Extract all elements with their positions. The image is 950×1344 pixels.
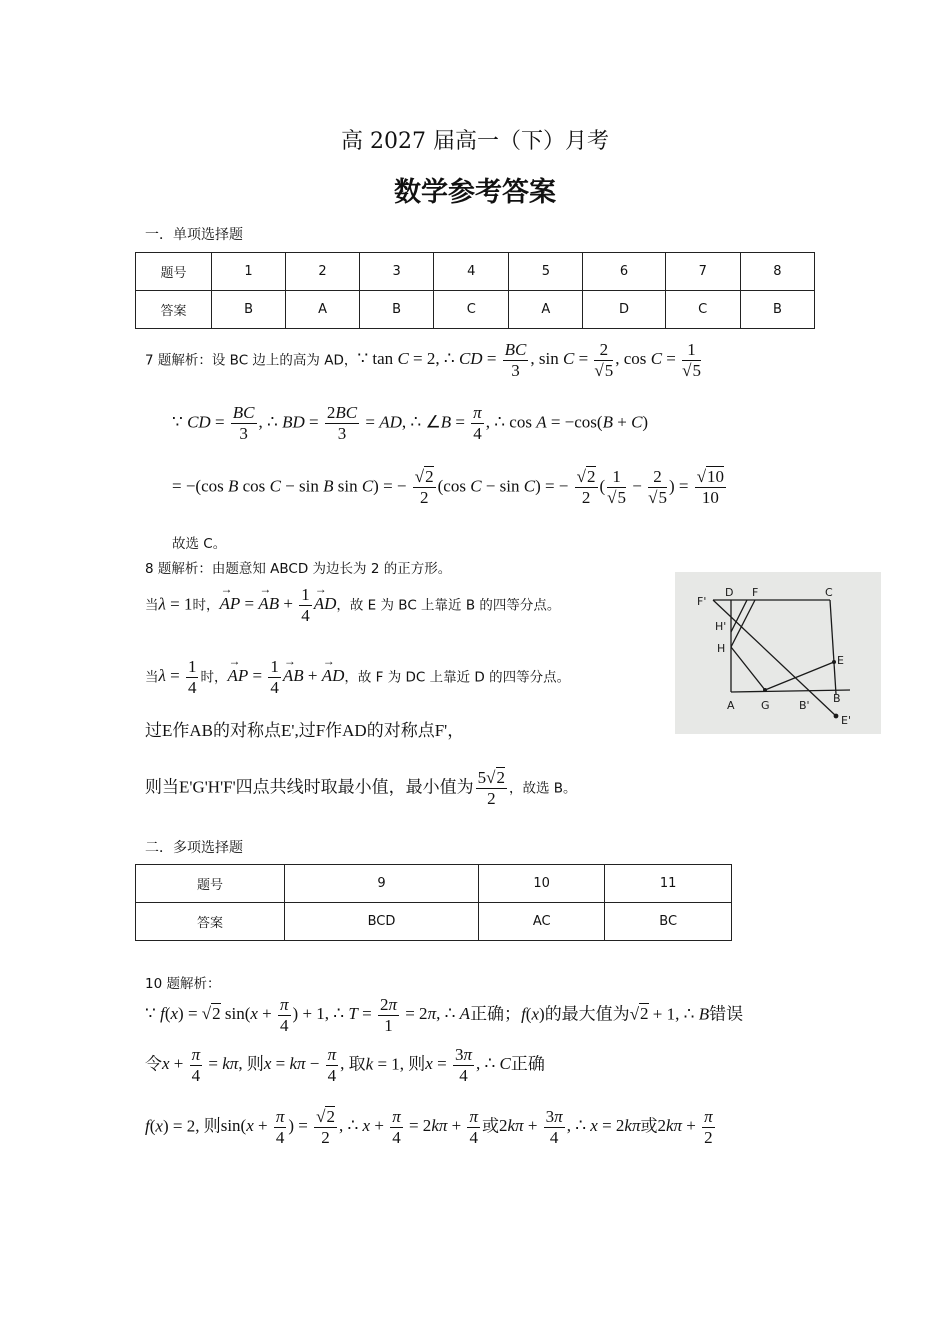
table-row-label: 答案 (136, 291, 212, 329)
q7-line1 (145, 340, 703, 381)
q10-line2: 令x + $\frac{\pi}{4}$ = kπ, 则x = kπ − $\frac{\pi}{4}$ , 取k = 1, 则x = $\frac{3\pi}{4}$ , ∴ C正确 (145, 1045, 545, 1085)
figure-label: E (837, 654, 844, 667)
section-heading-multi-choice: 二．多项选择题 (145, 840, 243, 856)
q8-figure-photo (675, 572, 881, 734)
q7-formula-2: ∵ CD = $\frac{BC}{3}$ , ∴ BD = $\frac{2BC}{3}$ = AD, ∴ ∠B = $\frac{\pi}{4}$ , ∴ cos A = −cos(B + C) (172, 403, 649, 443)
figure-label: B (833, 692, 841, 705)
figure-label: E' (841, 714, 851, 727)
figure-label: G (761, 699, 770, 712)
q8-line2: 当λ = $\frac{1}{4}$ 时，→ AP = $\frac{1}{4}$ → AB + → AD，故 F 为 DC 上靠近 D 的四等分点。 (145, 657, 570, 698)
table-cell: AC (479, 903, 605, 941)
table-cell: 8 (740, 253, 814, 291)
figure-label: D (725, 586, 734, 599)
table-cell: BCD (285, 903, 479, 941)
q8-line3: 过E作AB的对称点E',过F作AD的对称点F'， (145, 721, 465, 740)
q8-line4: 则当E'G'H'F'四点共线时取最小值，最小值为 $\frac{5√2}{2}$ ，故选 B。 (145, 768, 577, 808)
table-cell: 7 (665, 253, 740, 291)
table-row-label: 题号 (136, 253, 212, 291)
table-cell: B (212, 291, 286, 329)
q8-sketch (675, 572, 881, 734)
q8-line1: 当λ = 1时，→ AP = → AB + $\frac{1}{4}$ → AD，故 E 为 BC 上靠近 B 的四等分点。 (145, 585, 560, 626)
table-cell: 4 (434, 253, 509, 291)
multi-choice-answer-table (135, 864, 732, 941)
table-cell: 9 (285, 865, 479, 903)
table-cell: 2 (286, 253, 360, 291)
q7-lead: 7 题解析：设 BC 边上的高为 AD， (145, 352, 358, 369)
q10-lead: 10 题解析： (145, 976, 221, 992)
table-cell: D (583, 291, 665, 329)
table-cell: BC (605, 903, 732, 941)
table-cell: B (740, 291, 814, 329)
q8-lead: 8 题解析：由题意知 ABCD 为边长为 2 的正方形。 (145, 561, 452, 577)
q7-conclusion: 故选 C。 (172, 536, 227, 552)
table-row-label: 答案 (136, 903, 285, 941)
table-cell: A (509, 291, 583, 329)
figure-label: F (752, 586, 759, 599)
formula: ∵ tan C = 2, ∴ CD = $\frac{BC}{3}$ , sin C = $\frac{2}{√5}$ , cos C = $\frac{1}{√5}$ (357, 340, 701, 380)
figure-label: H' (715, 620, 727, 633)
q10-line1: ∵ f(x) = √2 sin(x + $\frac{\pi}{4}$ ) + 1, ∴ T = $\frac{2\pi}{1}$ = 2π, ∴ A正确；f(x)的最大值为√2 + 1, ∴ B错误 (145, 995, 744, 1035)
figure-label: A (727, 699, 735, 712)
table-cell: A (286, 291, 360, 329)
table-cell: 1 (212, 253, 286, 291)
page-title: 数学参考答案 (394, 177, 556, 208)
table-cell: C (665, 291, 740, 329)
figure-label: F' (697, 595, 707, 608)
figure-label: B' (799, 699, 810, 712)
table-cell: C (434, 291, 509, 329)
section-heading-single-choice: 一．单项选择题 (145, 227, 243, 243)
table-cell: 6 (583, 253, 665, 291)
figure-label: H (717, 642, 726, 655)
figure-label: C (825, 586, 833, 599)
table-cell: 11 (605, 865, 732, 903)
q10-line3: f(x) = 2, 则sin(x + $\frac{\pi}{4}$ ) = $\frac{√2}{2}$ , ∴ x + $\frac{\pi}{4}$ = 2kπ + $\frac{\pi}{4}$ 或2kπ + $\frac{3\pi}{4}$ , ∴ x = 2kπ或2kπ + $\frac{\pi}{2}$ (145, 1107, 713, 1147)
table-row-label: 题号 (136, 865, 285, 903)
exam-title: 高 2027 届高一（下）月考 (341, 129, 609, 154)
table-cell: 10 (479, 865, 605, 903)
table-cell: 3 (360, 253, 434, 291)
single-choice-answer-table (135, 252, 815, 329)
table-cell: B (360, 291, 434, 329)
q7-formula-3: = −(cos B cos C − sin B sin C) = − $\frac{√2}{2}$ (cos C − sin C) = − $\frac{√2}{2}$ ( $\frac{1}{√5}$ − $\frac{2}{√5}$ ) = $\frac{√10}{10}$ (172, 467, 725, 507)
table-cell: 5 (509, 253, 583, 291)
